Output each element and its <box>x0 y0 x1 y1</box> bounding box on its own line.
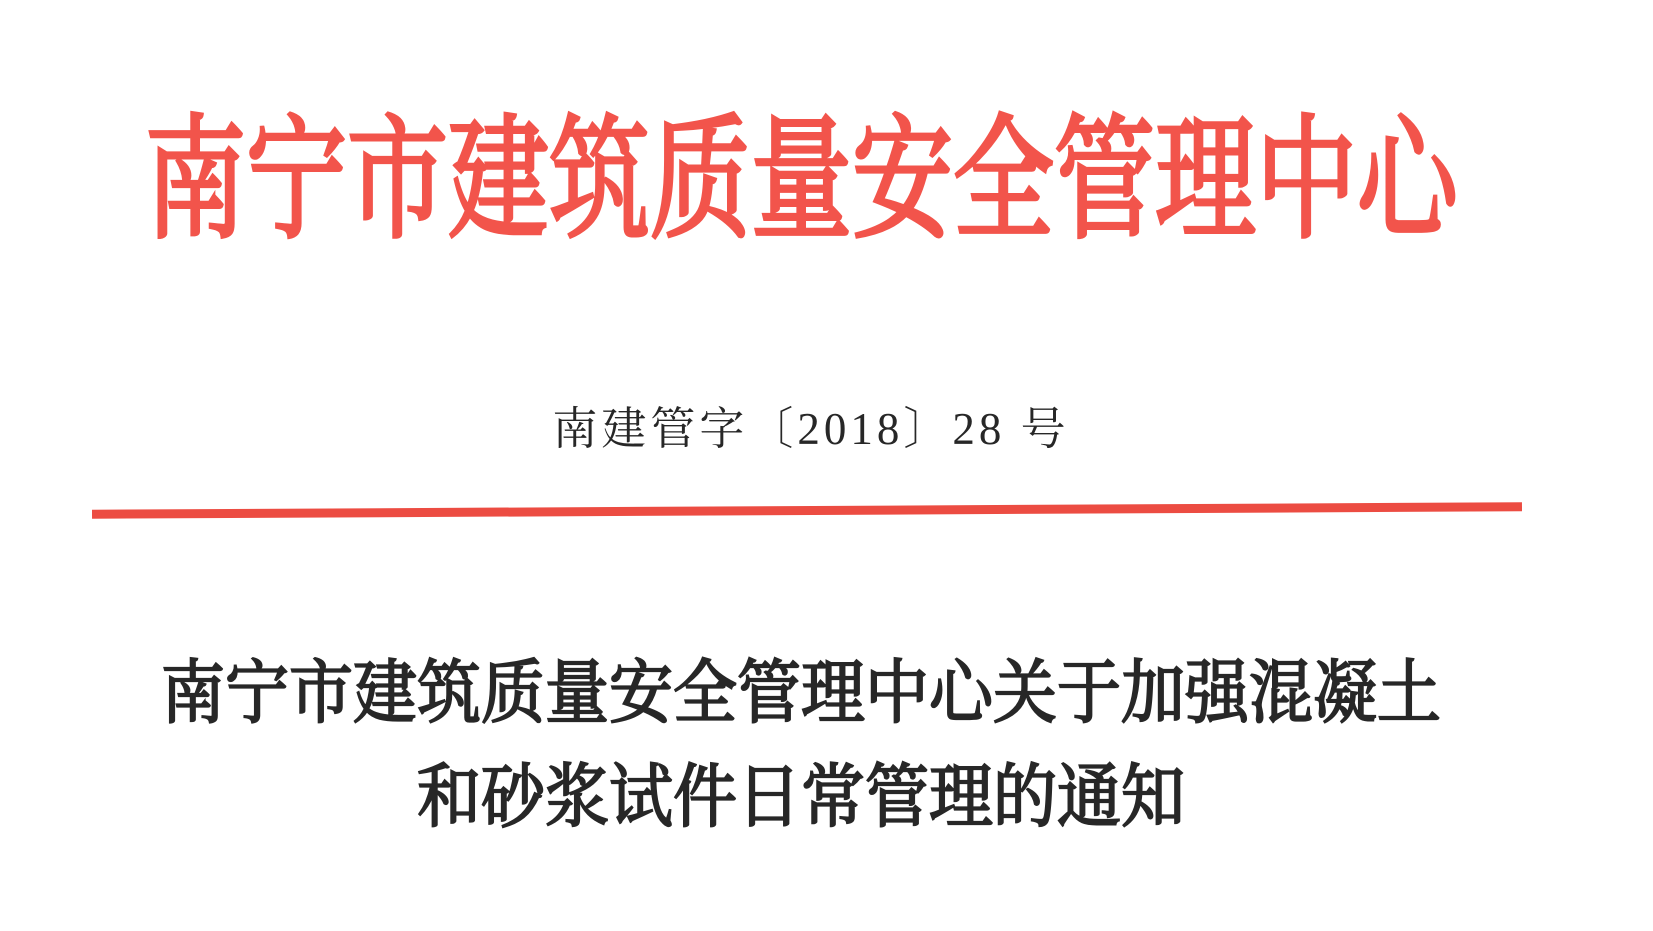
document-number: 南建管字〔2018〕28 号 <box>552 404 1070 454</box>
red-divider-line <box>92 502 1522 518</box>
document-title <box>0 642 1602 850</box>
document-title-line-2: 和砂浆试件日常管理的通知 <box>417 759 1185 836</box>
document-title-line-1: 南宁市建筑质量安全管理中心关于加强混凝土 <box>161 655 1441 732</box>
document-header-org-name: 南宁市建筑质量安全管理中心 <box>144 106 1458 256</box>
